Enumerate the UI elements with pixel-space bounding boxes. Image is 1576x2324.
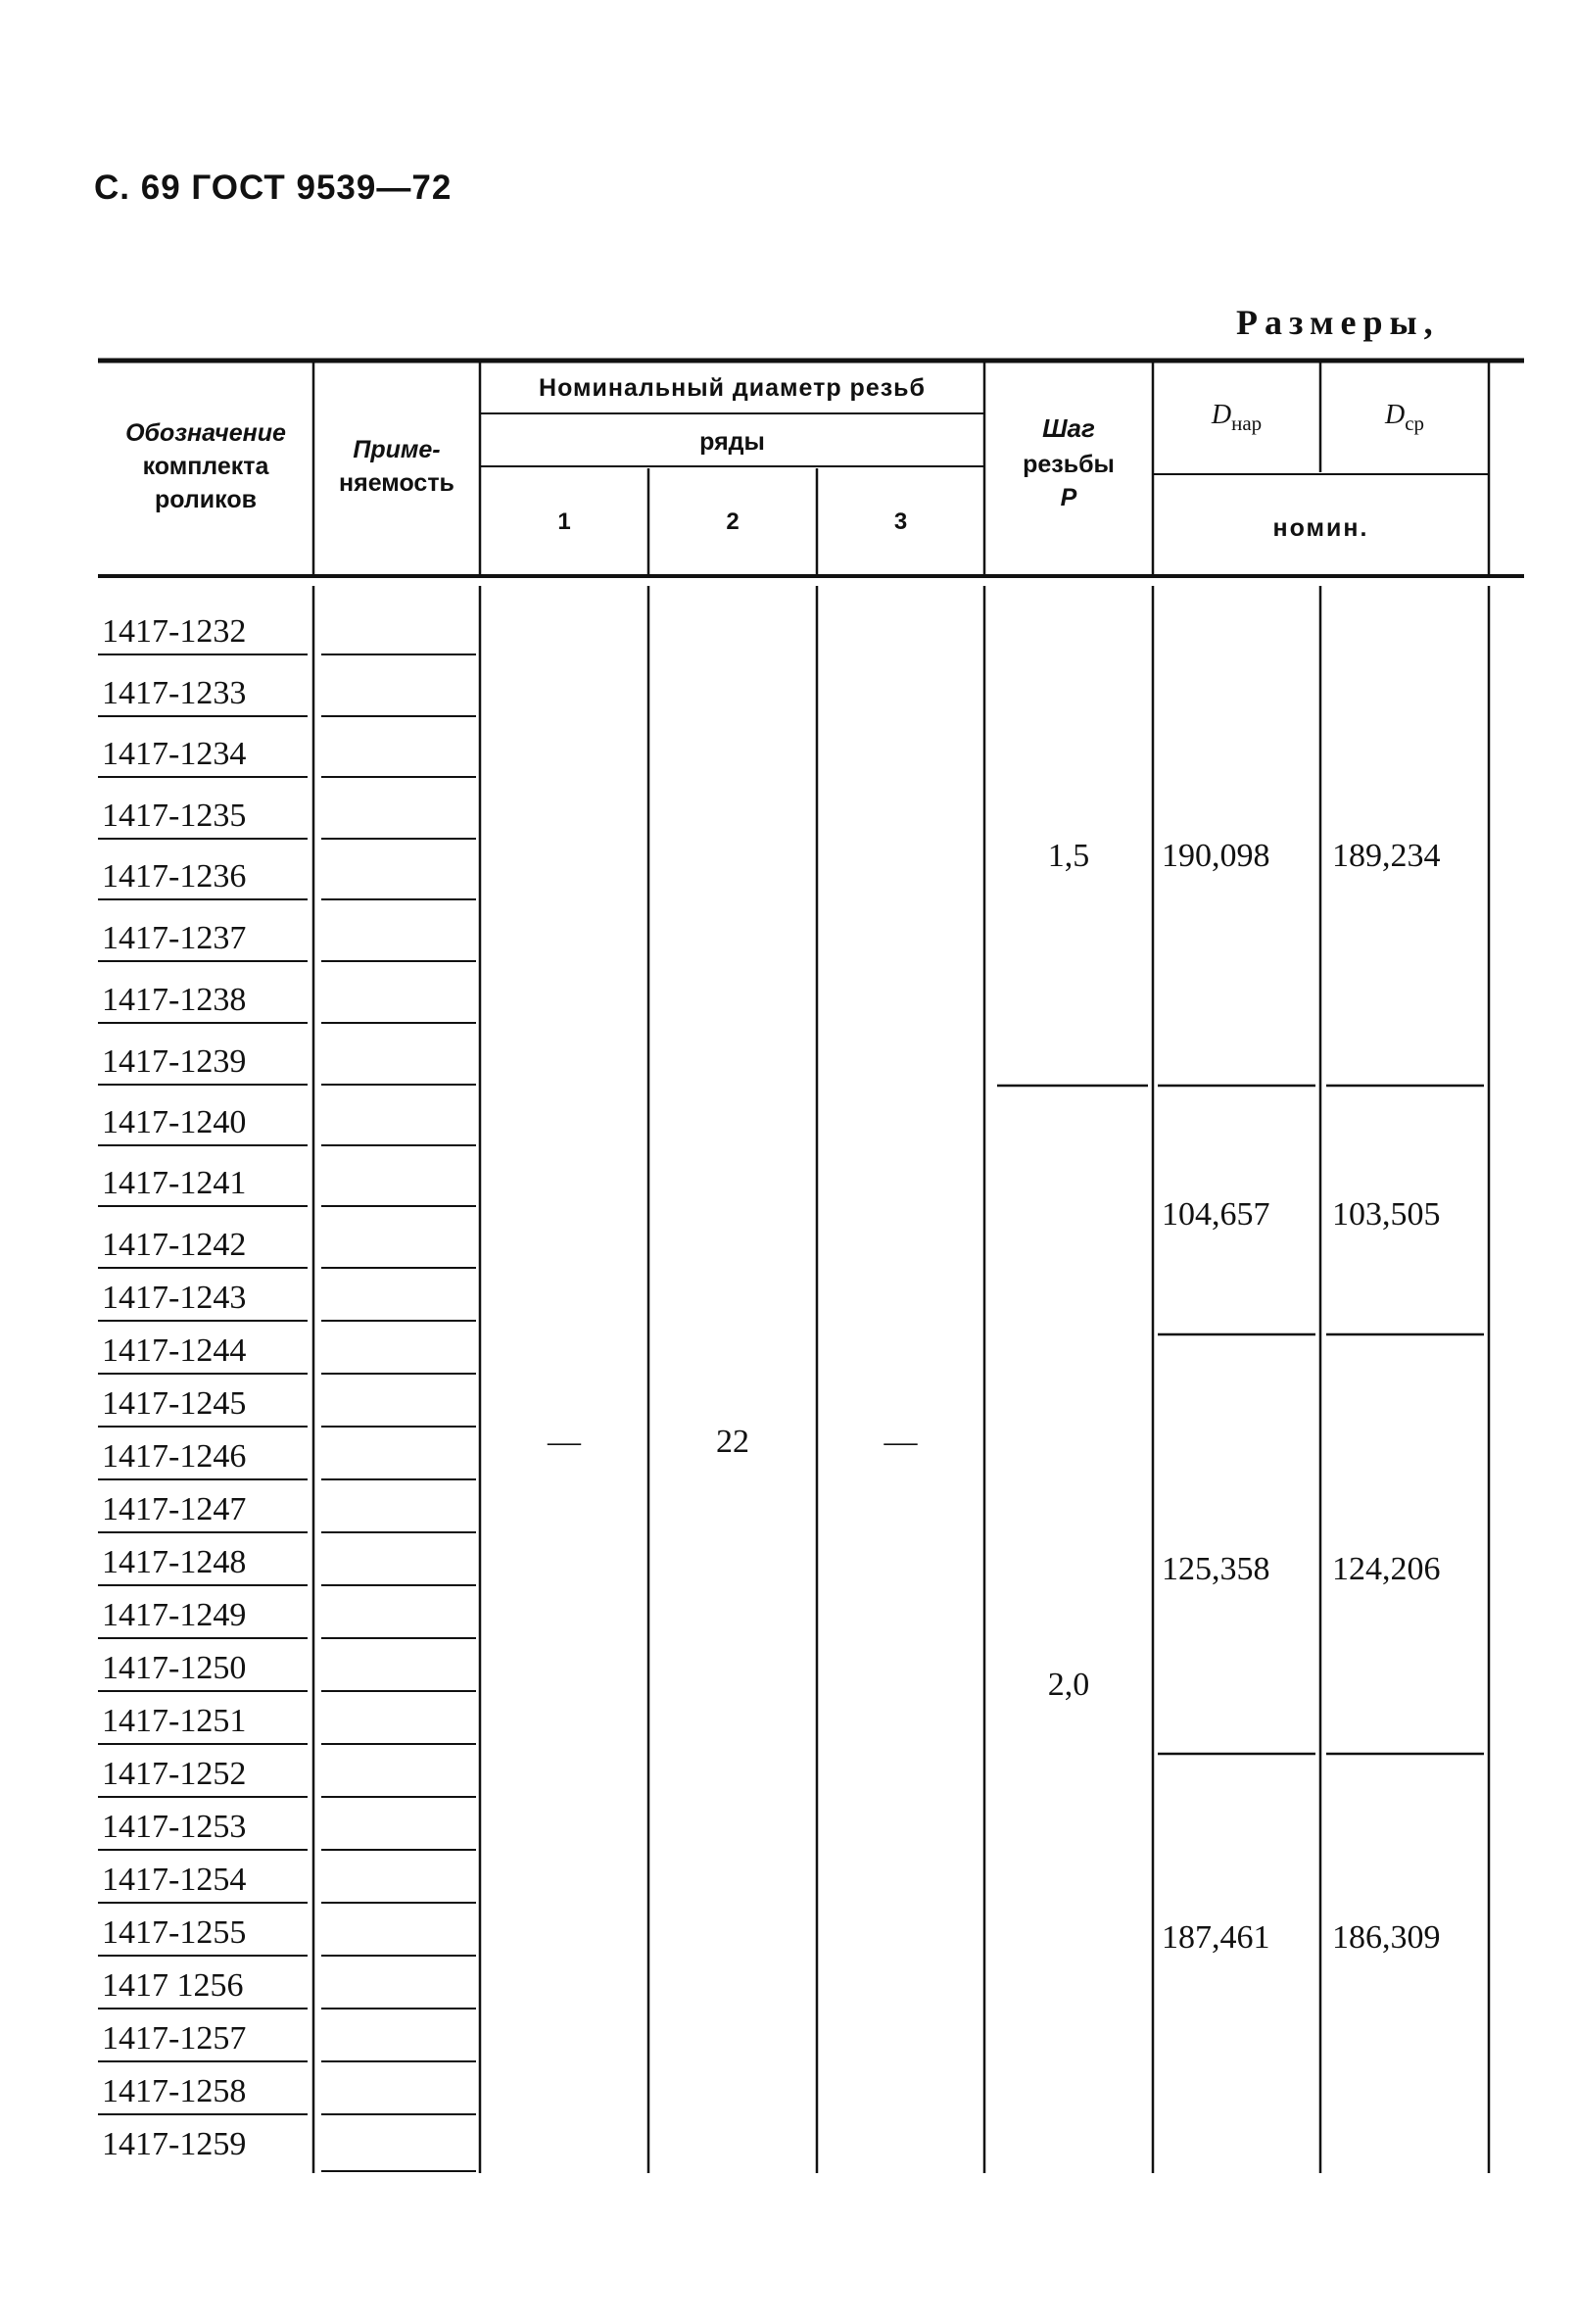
designation-cell: 1417-1236 [102, 858, 247, 895]
d-outer-header: $D_{нар}$ [1211, 400, 1263, 435]
d-mean-value: 189,234 [1332, 838, 1441, 874]
pitch-header: резьбы [1023, 451, 1115, 478]
row-number-1: 1 [557, 508, 571, 535]
row-number-2: 2 [726, 508, 740, 535]
designation-cell: 1417-1250 [102, 1650, 247, 1686]
designation-cell: 1417-1254 [102, 1862, 247, 1898]
designation-cell: 1417 1256 [102, 1967, 244, 2004]
designation-cell: 1417-1235 [102, 798, 247, 834]
designation-cell: 1417-1247 [102, 1491, 247, 1527]
nominal-header: номин. [1272, 514, 1369, 542]
designation-cell: 1417-1232 [102, 613, 247, 650]
d-outer-value: 187,461 [1162, 1919, 1270, 1956]
designation-cell: 1417-1240 [102, 1104, 247, 1140]
designation-cell: 1417-1248 [102, 1544, 247, 1580]
pitch-header: P [1060, 484, 1077, 511]
designation-header: роликов [155, 486, 257, 513]
d-outer-value: 104,657 [1162, 1196, 1270, 1233]
designation-cell: 1417-1253 [102, 1809, 247, 1845]
rows-header: ряды [699, 428, 765, 456]
designation-header: Обозначение [125, 419, 286, 447]
designation-cell: 1417-1251 [102, 1703, 247, 1739]
d-mean-header: $D_{ср}$ [1384, 400, 1425, 435]
designation-cell: 1417-1233 [102, 675, 247, 711]
designation-header: комплекта [142, 453, 269, 480]
designation-cell: 1417-1259 [102, 2126, 247, 2162]
designation-cell: 1417-1243 [102, 1280, 247, 1316]
series-3-value: — [884, 1424, 918, 1460]
designation-cell: 1417-1241 [102, 1165, 247, 1201]
applicability-header: Приме- [353, 436, 441, 463]
row-number-3: 3 [893, 508, 908, 535]
series-1-value: — [548, 1424, 581, 1460]
designation-cell: 1417-1239 [102, 1043, 247, 1080]
d-outer-value: 190,098 [1162, 838, 1270, 874]
designation-cell: 1417-1234 [102, 736, 247, 772]
series-2-value: 22 [716, 1424, 749, 1460]
d-mean-value: 124,206 [1332, 1551, 1441, 1587]
designation-cell: 1417-1245 [102, 1385, 247, 1422]
designation-cell: 1417-1237 [102, 920, 247, 956]
designation-cell: 1417-1246 [102, 1438, 247, 1475]
pitch-value: 1,5 [1047, 838, 1090, 874]
designation-cell: 1417-1244 [102, 1332, 247, 1369]
units-label: Размеры, [1236, 303, 1440, 342]
d-outer-value: 125,358 [1162, 1551, 1270, 1587]
designation-cell: 1417-1238 [102, 982, 247, 1018]
pitch-header: Шаг [1042, 413, 1095, 443]
d-mean-value: 186,309 [1332, 1919, 1441, 1956]
designation-cell: 1417-1257 [102, 2020, 247, 2057]
d-mean-value: 103,505 [1332, 1196, 1441, 1233]
designation-cell: 1417-1255 [102, 1914, 247, 1951]
designation-cell: 1417-1249 [102, 1597, 247, 1633]
designation-cell: 1417-1258 [102, 2073, 247, 2109]
designation-cell: 1417-1242 [102, 1227, 247, 1263]
designation-cell: 1417-1252 [102, 1756, 247, 1792]
pitch-value: 2,0 [1047, 1667, 1090, 1703]
applicability-header: няемость [339, 469, 454, 497]
nominal-diameter-header: Номинальный диаметр резьб [539, 374, 926, 402]
page-header: С. 69 ГОСТ 9539—72 [94, 169, 453, 207]
